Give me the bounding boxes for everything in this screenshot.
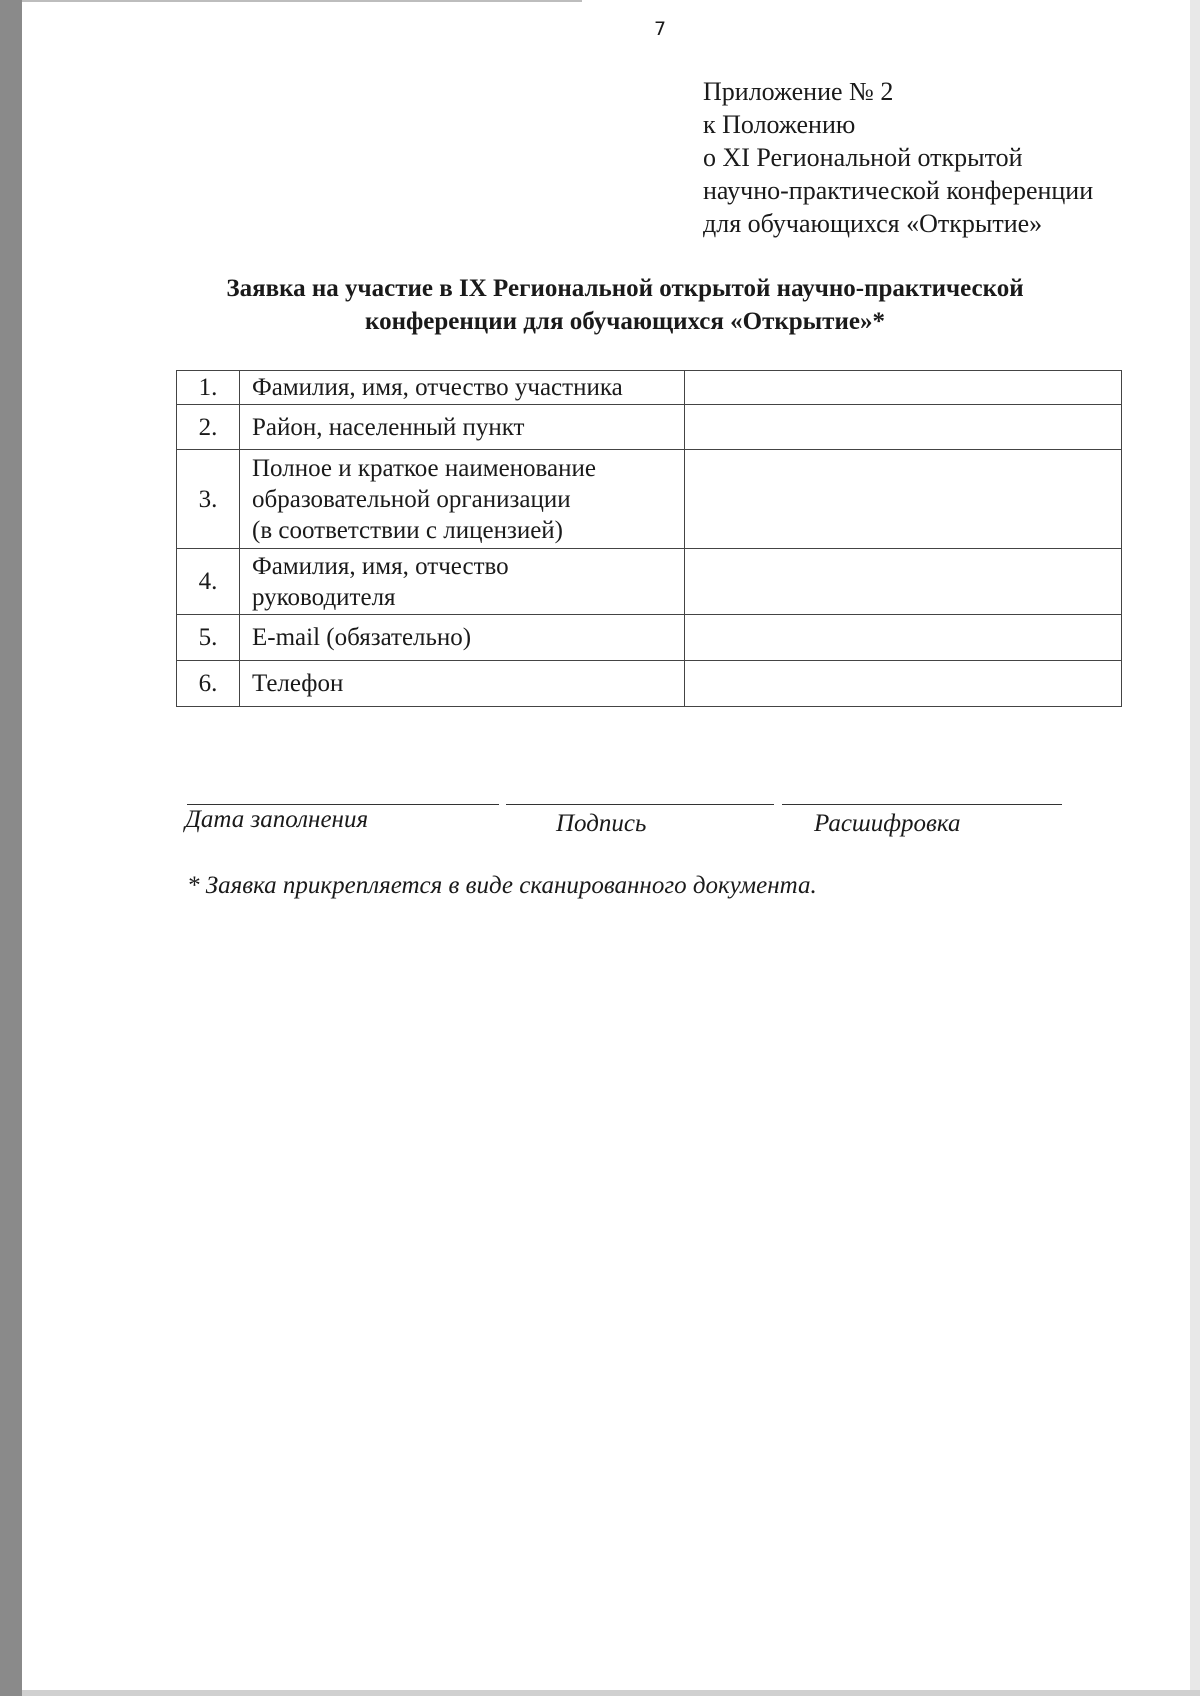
appendix-header (703, 75, 1093, 240)
page-number: 7 (653, 18, 667, 40)
label-line: E-mail (обязательно) (252, 624, 472, 651)
row-label (240, 450, 685, 549)
table-row (177, 615, 1122, 661)
signature-label: Подпись (556, 810, 647, 837)
signature-line[interactable] (506, 804, 774, 805)
row-number: 4. (177, 549, 240, 615)
title-line-1: Заявка на участие в IX Региональной открытой научно-практической (226, 275, 1024, 302)
appendix-line: Приложение № 2 (703, 77, 894, 106)
appendix-line: для обучающихся «Открытие» (703, 209, 1043, 238)
scan-border-top (22, 0, 582, 2)
label-line: руководителя (252, 583, 396, 611)
label-line: образовательной организации (252, 485, 571, 513)
label-line: Фамилия, имя, отчество участника (252, 374, 623, 401)
scan-border-bottom (22, 1690, 1200, 1696)
label-line: Фамилия, имя, отчество (252, 552, 509, 580)
row-label (240, 661, 685, 707)
table-row (177, 661, 1122, 707)
row-number: 2. (177, 405, 240, 450)
date-signature-line[interactable] (187, 804, 499, 805)
appendix-line: о XI Региональной открытой (703, 143, 1023, 172)
appendix-line: научно-практической конференции (703, 176, 1094, 205)
row-number: 1. (177, 371, 240, 405)
table-row (177, 405, 1122, 450)
label-line: Полное и краткое наименование (252, 454, 596, 482)
decoding-signature-line[interactable] (782, 804, 1062, 805)
scan-border-right (1190, 0, 1200, 1696)
table-row (177, 371, 1122, 405)
row-number: 5. (177, 615, 240, 661)
supervisor-name-field[interactable] (685, 549, 1122, 615)
district-field[interactable] (685, 405, 1122, 450)
row-label (240, 371, 685, 405)
organization-field[interactable] (685, 450, 1122, 549)
row-label (240, 549, 685, 615)
label-line: Телефон (252, 670, 344, 697)
document-title (175, 272, 1075, 338)
application-form-table (176, 370, 1122, 707)
footnote: * Заявка прикрепляется в виде сканированного документа. (187, 872, 817, 899)
phone-field[interactable] (685, 661, 1122, 707)
scan-border-left (0, 0, 22, 1696)
table-row (177, 549, 1122, 615)
row-label (240, 615, 685, 661)
decoding-label: Расшифровка (814, 810, 961, 837)
label-line: Район, населенный пункт (252, 413, 525, 441)
date-label: Дата заполнения (185, 806, 369, 833)
row-number: 3. (177, 450, 240, 549)
participant-name-field[interactable] (685, 371, 1122, 405)
label-line: (в соответствии с лицензией) (252, 516, 563, 544)
row-number: 6. (177, 661, 240, 707)
row-label (240, 405, 685, 450)
title-line-2: конференции для обучающихся «Открытие»* (365, 308, 885, 335)
table-row (177, 450, 1122, 549)
appendix-line: к Положению (703, 110, 856, 139)
email-field[interactable] (685, 615, 1122, 661)
